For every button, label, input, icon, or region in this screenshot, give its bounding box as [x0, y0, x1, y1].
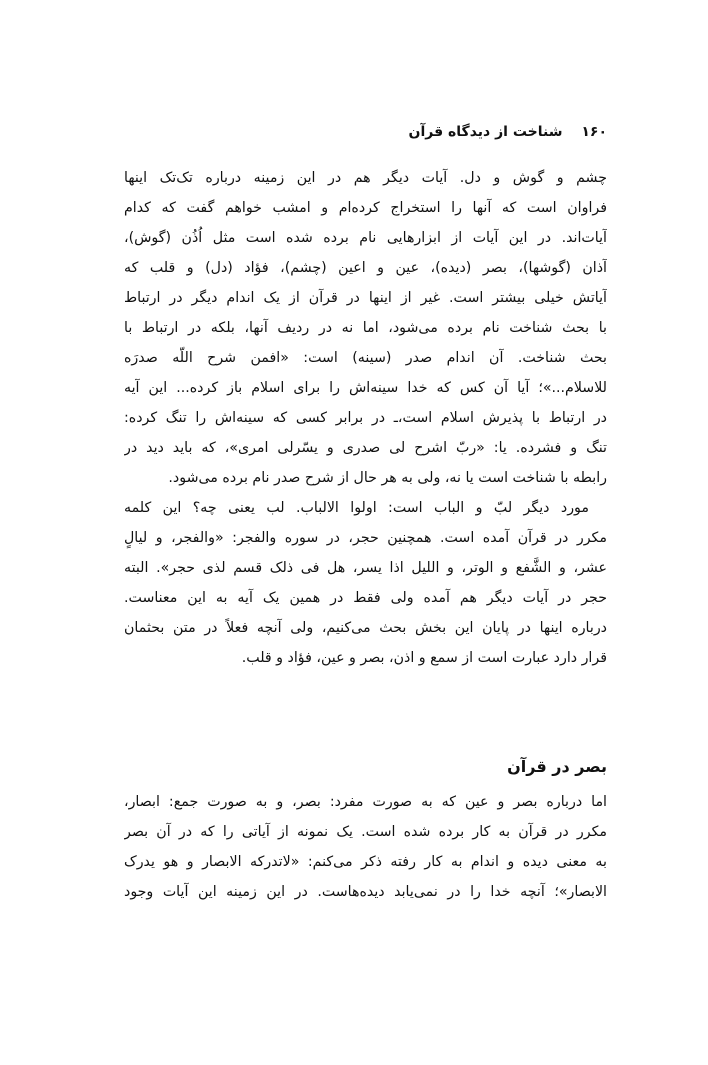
text-line: فراوان است که آنها را استخراج کرده‌ام و امشب خواهم گفت که کدام [124, 200, 607, 216]
text-line: قرار دارد عبارت است از سمع و اذن، بصر و عین، فؤاد و قلب. [241, 650, 607, 666]
text-line: در ارتباط با پذیرش اسلام است،ـ در برابر کسی که سینه‌اش را تنگ کرده: [124, 410, 607, 426]
text-line: للاسلام...»؛ آیا آن کس که خدا سینه‌اش را برای اسلام باز کرده... این آیه [124, 380, 607, 396]
text-line: مکرر در قرآن به کار برده شده است. یک نمونه از آیاتی را که در آن بصر [124, 824, 607, 840]
text-line: تنگ و فشرده. یا: «ربّ اشرح لی صدری و یسّرلی امری»، که باید دید در [124, 440, 607, 456]
text-line: آیاتش خیلی بیشتر است. غیر از اینها در قرآن از یک اندام دیگر در ارتباط [124, 290, 607, 306]
text-line: درباره اینها در پایان این بخش بحث می‌کنیم، ولی آنچه فعلاً در متن بحثمان [124, 620, 607, 636]
text-line: اما درباره بصر و عین که به صورت مفرد: بصر، و به صورت جمع: ابصار، [124, 794, 607, 810]
text-line: حجر در آیات دیگر هم آمده ولی فقط در همین یک آیه به این معناست. [124, 590, 607, 606]
paragraph [124, 163, 607, 493]
text-line: آیات‌اند. در این آیات از ابزارهایی نام برده شده است مثل اُذُن (گوش)، [124, 230, 607, 246]
running-head [124, 120, 607, 144]
text-line: آذان (گوشها)، بصر (دیده)، عین و اعین (چشم)، فؤاد (دل) و قلب که [124, 260, 607, 276]
page-number: ۱۶۰ [581, 124, 607, 140]
text-line: الابصار»؛ آنچه خدا را در نمی‌یابد دیده‌هاست. در این زمینه این آیات وجود [124, 884, 607, 900]
text-line: عشر، و الشَّفع و الوتر، و اللیل اذا یسر، هل فی ذلک قسم لذی حجر». البته [124, 560, 607, 576]
body-text [124, 163, 607, 673]
text-line: به معنی دیده و اندام به کار رفته ذکر می‌کنم: «لاتدرکه الابصار و هو یدرک [124, 854, 607, 870]
text-line: مکرر در قرآن آمده است. همچنین حجر، در سوره والفجر: «والفجر، و لیالٍ [124, 530, 607, 546]
text-line: مورد دیگر لبّ و الباب است: اولوا الالباب. لب یعنی چه؟ این کلمه [124, 500, 589, 516]
text-line: با بحث شناخت نام برده می‌شود، اما نه در ردیف آنها، بلکه در ارتباط با [124, 320, 607, 336]
section-heading: بصر در قرآن [507, 757, 607, 776]
text-line: رابطه با شناخت است یا نه، ولی به هر حال از شرح صدر نام برده می‌شود. [168, 470, 607, 486]
running-head-title: شناخت از دیدگاه قرآن [408, 124, 563, 140]
paragraph [124, 493, 607, 673]
section-body-text [124, 787, 607, 907]
text-line: بحث شناخت. آن اندام صدر (سینه) است: «افمن شرح اللّه صدرَه [124, 350, 607, 366]
text-line: چشم و گوش و دل. آیات دیگر هم در این زمینه درباره تک‌تک اینها [124, 170, 607, 186]
